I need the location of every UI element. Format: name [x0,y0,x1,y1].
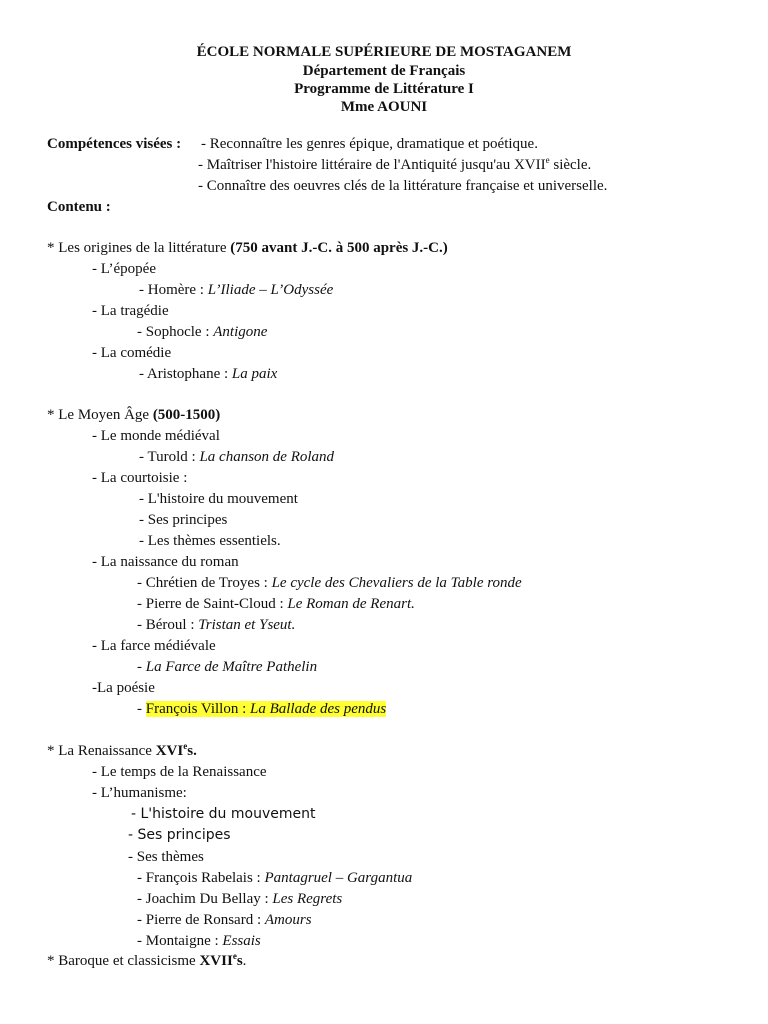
list-item: - La courtoisie : [92,470,188,486]
list-item: - Montaigne : Essais [137,933,261,949]
list-item: - Chrétien de Troyes : Le cycle des Chevaliers de la Table ronde [137,575,522,591]
contenu-label: Contenu : [47,199,111,215]
list-item: - La tragédie [92,303,169,319]
list-item: - La Farce de Maître Pathelin [137,659,318,675]
list-item: - Les thèmes essentiels. [139,533,281,549]
program-title: Programme de Littérature I [294,81,474,97]
list-item: - Ses principes [128,827,231,843]
list-item: - Turold : La chanson de Roland [139,449,335,465]
list-item: - Joachim Du Bellay : Les Regrets [137,891,343,907]
highlighted-text: François Villon : La Ballade des pendus [145,701,387,717]
list-item: - La naissance du roman [92,554,239,570]
competence-item: - Maîtriser l'histoire littéraire de l'Antiquité jusqu'au XVIIe siècle. [198,155,592,173]
list-item: - La comédie [92,345,172,361]
list-item: - L’humanisme: [92,785,187,801]
list-item: - Pierre de Saint-Cloud : Le Roman de Renart. [137,596,415,612]
section-renaissance: * La Renaissance XVIes. [47,741,197,759]
competences-label: Compétences visées : [47,136,182,152]
teacher-name: Mme AOUNI [340,99,428,115]
competence-item: - Connaître des oeuvres clés de la littérature française et universelle. [198,178,608,194]
list-item: - Pierre de Ronsard : Amours [137,912,312,928]
list-item: - Ses principes [139,512,228,528]
list-item: - L'histoire du mouvement [139,491,298,507]
list-item: - Aristophane : La paix [139,366,278,382]
list-item: - Homère : L’Iliade – L’Odyssée [139,282,334,298]
list-item: - Béroul : Tristan et Yseut. [137,617,296,633]
list-item: -La poésie [92,680,155,696]
list-item: - Ses thèmes [128,849,204,865]
school-title: ÉCOLE NORMALE SUPÉRIEURE DE MOSTAGANEM [196,44,572,60]
section-origines: * Les origines de la littérature (750 avant J.-C. à 500 après J.-C.) [47,240,448,256]
competence-item: - Reconnaître les genres épique, dramatique et poétique. [201,136,538,152]
section-moyen-age: * Le Moyen Âge (500-1500) [47,407,221,423]
section-baroque: * Baroque et classicisme XVIIes. [47,951,247,969]
list-item: - Sophocle : Antigone [137,324,268,340]
list-item: - La farce médiévale [92,638,216,654]
list-item: - L’épopée [92,261,156,277]
list-item: - Le temps de la Renaissance [92,764,267,780]
list-item: - François Rabelais : Pantagruel – Gargantua [137,870,413,886]
list-item: - L'histoire du mouvement [131,806,316,822]
department-title: Département de Français [302,63,466,79]
list-item-highlighted: - François Villon : La Ballade des pendus [137,701,387,717]
list-item: - Le monde médiéval [92,428,220,444]
